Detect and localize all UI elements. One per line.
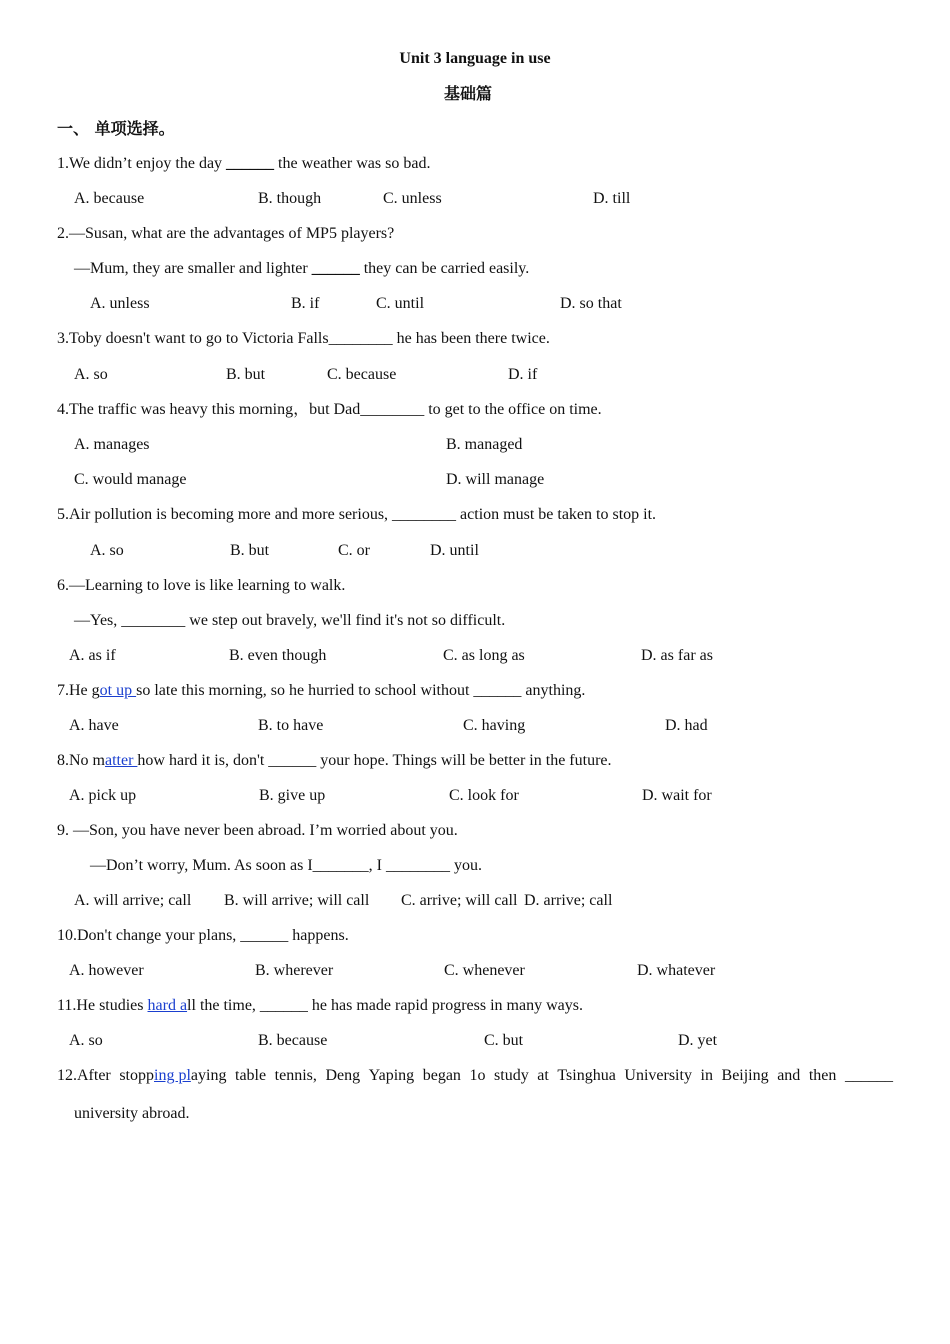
question-10-stem: 10.Don't change your plans, ______ happens.	[57, 927, 349, 944]
question-12-word: 1o	[469, 1067, 486, 1084]
question-2-option-b[interactable]: B. if	[291, 295, 320, 312]
question-5-option-a[interactable]: A. so	[90, 542, 124, 559]
question-5-option-c[interactable]: C. or	[338, 542, 370, 559]
question-1-blank: ______	[226, 155, 275, 172]
question-8-option-b[interactable]: B. give up	[259, 787, 326, 804]
question-7-link[interactable]: ot up	[99, 682, 137, 699]
question-9-option-b[interactable]: B. will arrive; will call	[224, 892, 370, 909]
question-3-option-c[interactable]: C. because	[327, 366, 397, 383]
question-2-text-a: —Mum, they are smaller and lighter	[74, 260, 312, 277]
question-12-word: at	[537, 1067, 549, 1084]
question-7-text-a: 7.He g	[57, 682, 100, 699]
question-12-word: then	[808, 1067, 837, 1084]
question-11-option-d[interactable]: D. yet	[678, 1032, 718, 1049]
question-2-reply	[74, 259, 529, 279]
question-10-option-c[interactable]: C. whenever	[444, 962, 525, 979]
question-11-option-b[interactable]: B. because	[258, 1032, 328, 1049]
question-3-option-b[interactable]: B. but	[226, 366, 266, 383]
question-8-link[interactable]: atter	[105, 752, 138, 769]
question-6-option-b[interactable]: B. even though	[229, 647, 327, 664]
question-1-text-a: 1.We didn’t enjoy the day	[57, 155, 227, 172]
question-8-option-a[interactable]: A. pick up	[69, 787, 137, 804]
question-9-option-c[interactable]: C. arrive; will call	[401, 892, 518, 909]
question-1-option-d[interactable]: D. till	[593, 190, 631, 207]
question-4-option-b[interactable]: B. managed	[446, 436, 523, 453]
question-9-option-a[interactable]: A. will arrive; call	[74, 892, 192, 909]
question-9-option-d[interactable]: D. arrive; call	[524, 892, 613, 909]
question-8-stem	[57, 751, 612, 771]
question-8-text-b: how hard it is, don't ______ your hope. Things will be better in the future.	[137, 752, 612, 769]
question-12-word: 12.After	[57, 1067, 111, 1084]
question-12-word: and	[777, 1067, 801, 1084]
question-8-text-a: 8.No m	[57, 752, 105, 769]
question-7-text-b: so late this morning, so he hurried to school without ______ anything.	[136, 682, 586, 699]
question-12-word: University	[624, 1067, 692, 1084]
question-6-reply: —Yes, ________ we step out bravely, we'll find it's not so difficult.	[74, 612, 506, 629]
question-12-link[interactable]: ing pl	[154, 1067, 191, 1084]
question-3-stem: 3.Toby doesn't want to go to Victoria Falls________ he has been there twice.	[57, 330, 550, 347]
question-11-option-a[interactable]: A. so	[69, 1032, 103, 1049]
question-2-blank: ______	[311, 260, 360, 277]
question-12-word: Tsinghua	[557, 1067, 616, 1084]
question-9-reply: —Don’t worry, Mum. As soon as I_______, I ________ you.	[90, 857, 482, 874]
question-12-word: tennis,	[274, 1067, 317, 1084]
question-5-option-b[interactable]: B. but	[230, 542, 270, 559]
question-11-link[interactable]: hard a	[147, 997, 188, 1014]
question-11-text-a: 11.He studies	[57, 997, 148, 1014]
question-12-word: in	[700, 1067, 713, 1084]
question-2-option-d[interactable]: D. so that	[560, 295, 622, 312]
question-12-text: stopp	[119, 1067, 154, 1084]
question-12-word-link	[119, 1066, 226, 1086]
question-6-option-d[interactable]: D. as far as	[641, 647, 713, 664]
question-4-stem: 4.The traffic was heavy this morning，but Dad________ to get to the office on time.	[57, 401, 602, 418]
question-7-option-d[interactable]: D. had	[665, 717, 708, 734]
question-12-word: study	[494, 1067, 529, 1084]
question-1-option-c[interactable]: C. unless	[383, 190, 442, 207]
question-10-option-d[interactable]: D. whatever	[637, 962, 716, 979]
question-10-option-b[interactable]: B. wherever	[255, 962, 334, 979]
question-4-option-d[interactable]: D. will manage	[446, 471, 545, 488]
question-3-option-d[interactable]: D. if	[508, 366, 538, 383]
question-5-option-d[interactable]: D. until	[430, 542, 479, 559]
question-12-continuation: university abroad.	[74, 1105, 190, 1122]
question-12-word: Beijing	[721, 1067, 769, 1084]
question-12-word: Yaping	[368, 1067, 415, 1084]
question-8-option-d[interactable]: D. wait for	[642, 787, 712, 804]
question-2-text-b: they can be carried easily.	[359, 260, 530, 277]
question-4-option-a[interactable]: A. manages	[74, 436, 150, 453]
question-10-option-a[interactable]: A. however	[69, 962, 144, 979]
question-3-option-a[interactable]: A. so	[74, 366, 108, 383]
question-11-text-b: ll the time, ______ he has made rapid progress in many ways.	[187, 997, 583, 1014]
question-11-option-c[interactable]: C. but	[484, 1032, 524, 1049]
document-subtitle: 基础篇	[443, 84, 492, 103]
document-title: Unit 3 language in use	[399, 50, 551, 67]
section-heading: 一、 单项选择。	[57, 119, 175, 138]
question-12-word: Deng	[325, 1067, 361, 1084]
question-6-stem: 6.—Learning to love is like learning to walk.	[57, 577, 346, 594]
question-7-option-c[interactable]: C. having	[463, 717, 526, 734]
question-5-stem: 5.Air pollution is becoming more and more serious, ________ action must be taken to stop it.	[57, 506, 657, 523]
question-7-option-a[interactable]: A. have	[69, 717, 119, 734]
question-2-option-c[interactable]: C. until	[376, 295, 425, 312]
question-6-option-c[interactable]: C. as long as	[443, 647, 525, 664]
question-9-stem: 9. —Son, you have never been abroad. I’m worried about you.	[57, 822, 458, 839]
question-1-text-b: the weather was so bad.	[274, 155, 431, 172]
question-2-option-a[interactable]: A. unless	[90, 295, 150, 312]
question-4-option-c[interactable]: C. would manage	[74, 471, 187, 488]
question-11-stem	[57, 996, 583, 1016]
question-1-option-a[interactable]: A. because	[74, 190, 145, 207]
question-7-option-b[interactable]: B. to have	[258, 717, 324, 734]
question-12-blank: ______	[844, 1067, 893, 1084]
question-2-stem: 2.—Susan, what are the advantages of MP5 players?	[57, 225, 395, 242]
question-1-option-b[interactable]: B. though	[258, 190, 322, 207]
question-6-option-a[interactable]: A. as if	[69, 647, 116, 664]
question-12-word: table	[235, 1067, 267, 1084]
question-8-option-c[interactable]: C. look for	[449, 787, 519, 804]
question-12-word: began	[422, 1067, 461, 1084]
question-1-stem	[57, 154, 430, 174]
question-7-stem	[57, 681, 585, 701]
question-12-text: aying	[190, 1067, 227, 1084]
question-12-stem	[57, 1066, 893, 1086]
